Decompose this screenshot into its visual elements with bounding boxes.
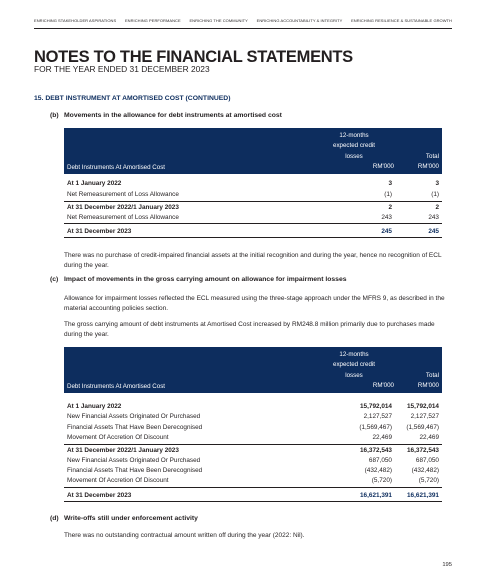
- page-title: NOTES TO THE FINANCIAL STATEMENTS: [34, 48, 353, 66]
- nav-item[interactable]: ENRICHING THE COMMUNITY: [189, 18, 248, 23]
- page-number: 195: [442, 562, 452, 568]
- nav-item[interactable]: ENRICHING PERFORMANCE: [124, 18, 181, 23]
- paragraph: The gross carrying amount of debt instruments at Amortised Cost increased by RM248.8 million primarily due to purchases made during the year.: [64, 321, 435, 338]
- nav-item[interactable]: ENRICHING STAKEHOLDER ASPIRATIONS: [34, 18, 117, 23]
- table-row: Financial Assets That Have Been Derecognised (432,482) (432,482): [67, 467, 439, 475]
- table-row: At 1 January 2022 3 3: [67, 180, 439, 187]
- nav-item[interactable]: ENRICHING RESILIENCE & SUSTAINABLE GROWTH: [351, 18, 452, 23]
- table-row: New Financial Assets Originated Or Purchased 2,127,527 2,127,527: [67, 413, 439, 421]
- table-row: At 31 December 2022/1 January 2023 16,372,543 16,372,543: [67, 447, 439, 455]
- nav-item[interactable]: ENRICHING ACCOUNTABILITY & INTEGRITY: [256, 18, 343, 23]
- table-header: [64, 128, 442, 174]
- column-header-total: Total RM'000: [417, 152, 439, 171]
- subsection-title: Impact of movements in the gross carrying amount on allowance for impairment losses: [64, 276, 347, 283]
- table-row: Movement Of Accretion Of Discount 22,469 22,469: [64, 434, 442, 445]
- table-row: At 31 December 2023 245 245: [64, 224, 442, 238]
- allowance-table: [64, 128, 442, 238]
- subsection-title: Write-offs still under enforcement activity: [64, 515, 198, 522]
- table-header-label: Debt Instruments At Amortised Cost: [67, 164, 166, 171]
- table-header: [64, 347, 442, 393]
- table-row: New Financial Assets Originated Or Purchased 687,050 687,050: [67, 456, 439, 464]
- column-header-total: Total RM'000: [417, 371, 439, 390]
- top-navigation: [34, 18, 452, 29]
- section-heading: 15. DEBT INSTRUMENT AT AMORTISED COST (CONTINUED): [34, 95, 231, 102]
- subsection-b-heading: [50, 112, 282, 119]
- column-header-12-months: 12-months expected credit losses RM'000: [333, 351, 394, 390]
- table-row: Financial Assets That Have Been Derecognised (1,569,467) (1,569,467): [67, 423, 439, 431]
- table-row: At 1 January 2022 15,792,014 15,792,014: [67, 403, 439, 410]
- subsection-d-heading: [50, 515, 198, 522]
- paragraph: There was no purchase of credit-impaired financial assets at the initial recognition and during the year, hence no recognition of ECL during the year.: [64, 252, 442, 269]
- table-row: Movement Of Accretion Of Discount (5,720) (5,720): [64, 477, 442, 488]
- paragraph: Allowance for impairment losses reflected the ECL measured using the three-stage approach under the MFRS 9, as described in the material accounting policies section.: [64, 295, 445, 312]
- table-row: Net Remeasurement of Loss Allowance 243 243: [64, 212, 442, 224]
- subsection-letter: (c): [50, 276, 59, 283]
- table-row: At 31 December 2022/1 January 2023 2 2: [67, 204, 439, 211]
- table-row: Net Remeasurement of Loss Allowance (1) (1): [64, 191, 442, 202]
- subsection-c-heading: [50, 276, 347, 283]
- column-header-12-months: 12-months expected credit losses RM'000: [333, 132, 394, 171]
- table-header-label: Debt Instruments At Amortised Cost: [67, 383, 166, 390]
- subsection-letter: (b): [50, 112, 59, 119]
- gross-carrying-amount-table: [64, 347, 442, 502]
- page-subtitle: FOR THE YEAR ENDED 31 DECEMBER 2023: [34, 64, 210, 74]
- subsection-title: Movements in the allowance for debt instruments at amortised cost: [64, 112, 282, 119]
- table-row: At 31 December 2023 16,621,391 16,621,391: [64, 488, 442, 502]
- subsection-letter: (d): [50, 515, 59, 522]
- paragraph: There was no outstanding contractual amount written off during the year (2022: Nil).: [64, 532, 305, 539]
